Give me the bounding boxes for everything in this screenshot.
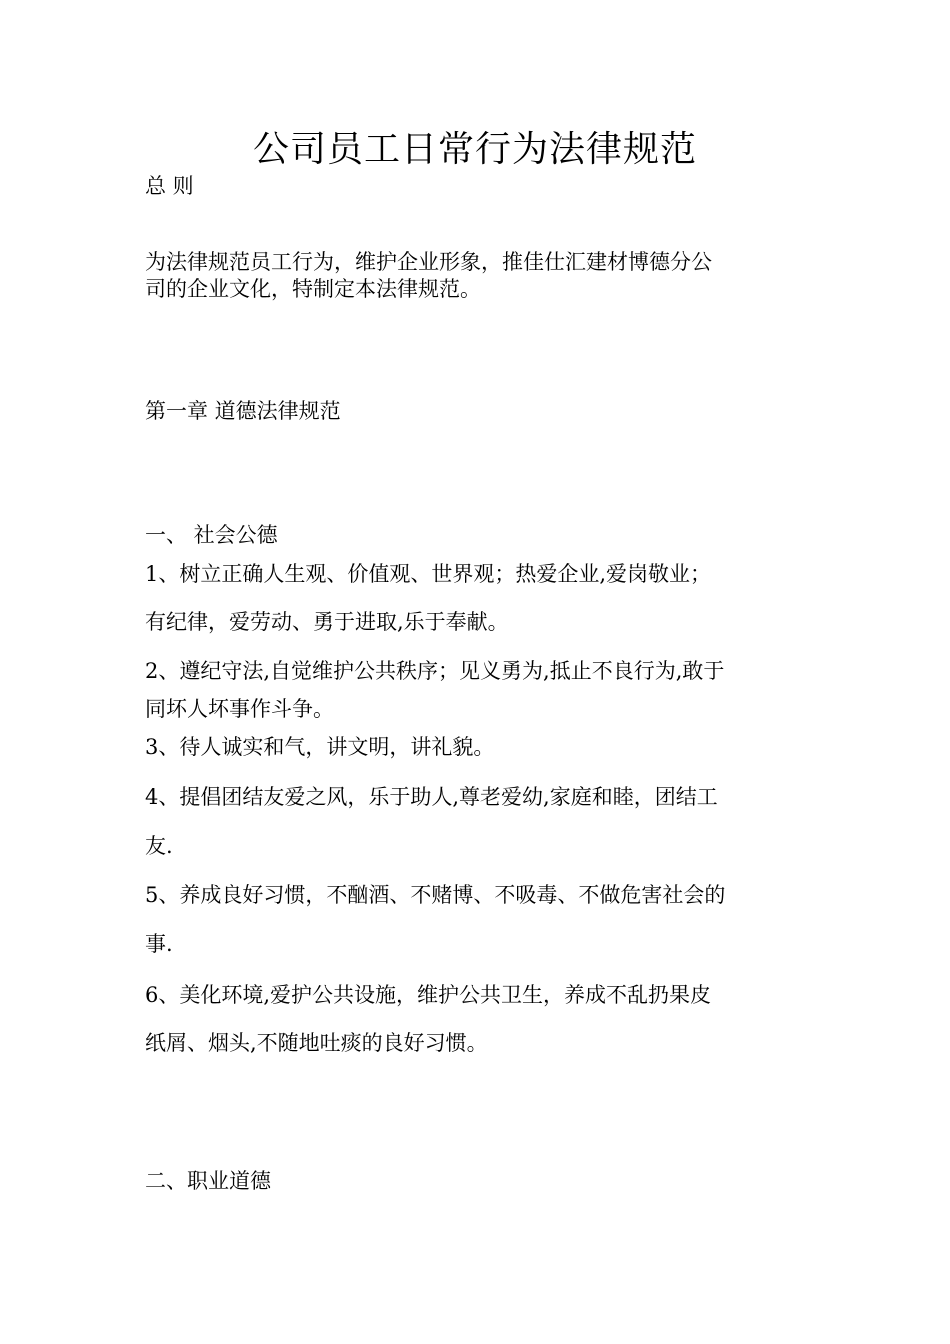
item-5-line-1: 5、养成良好习惯，不酗酒、不赌博、不吸毒、不做危害社会的 [145,883,726,907]
section-1-heading: 一、 社会公德 [145,523,278,547]
item-4-line-2: 友. [145,834,173,858]
intro-paragraph-line-2: 司的企业文化，特制定本法律规范。 [145,277,481,301]
intro-paragraph-line-1: 为法律规范员工行为，维护企业形象，推佳仕汇建材博德分公 [145,250,712,274]
item-6-line-1: 6、美化环境,爱护公共设施，维护公共卫生，养成不乱扔果皮 [145,983,712,1007]
section-2-heading: 二、职业道德 [145,1169,271,1193]
item-4-line-1: 4、提倡团结友爱之风，乐于助人,尊老爱幼,家庭和睦，团结工 [145,785,718,809]
item-2-line-1: 2、遵纪守法,自觉维护公共秩序；见义勇为,抵止不良行为,敢于 [145,659,725,683]
item-1-line-2: 有纪律，爱劳动、勇于进取,乐于奉献。 [145,610,509,634]
item-2-line-2: 同坏人坏事作斗争。 [145,697,334,721]
item-3-line-1: 3、待人诚实和气，讲文明，讲礼貌。 [145,735,495,759]
item-6-line-2: 纸屑、烟头,不随地吐痰的良好习惯。 [145,1031,488,1055]
chapter-1-heading: 第一章 道德法律规范 [145,399,341,423]
item-1-line-1: 1、树立正确人生观、价值观、世界观；热爱企业,爱岗敬业； [145,562,712,586]
general-heading: 总 则 [145,174,194,198]
document-title: 公司员工日常行为法律规范 [252,129,697,170]
item-5-line-2: 事. [145,932,173,956]
